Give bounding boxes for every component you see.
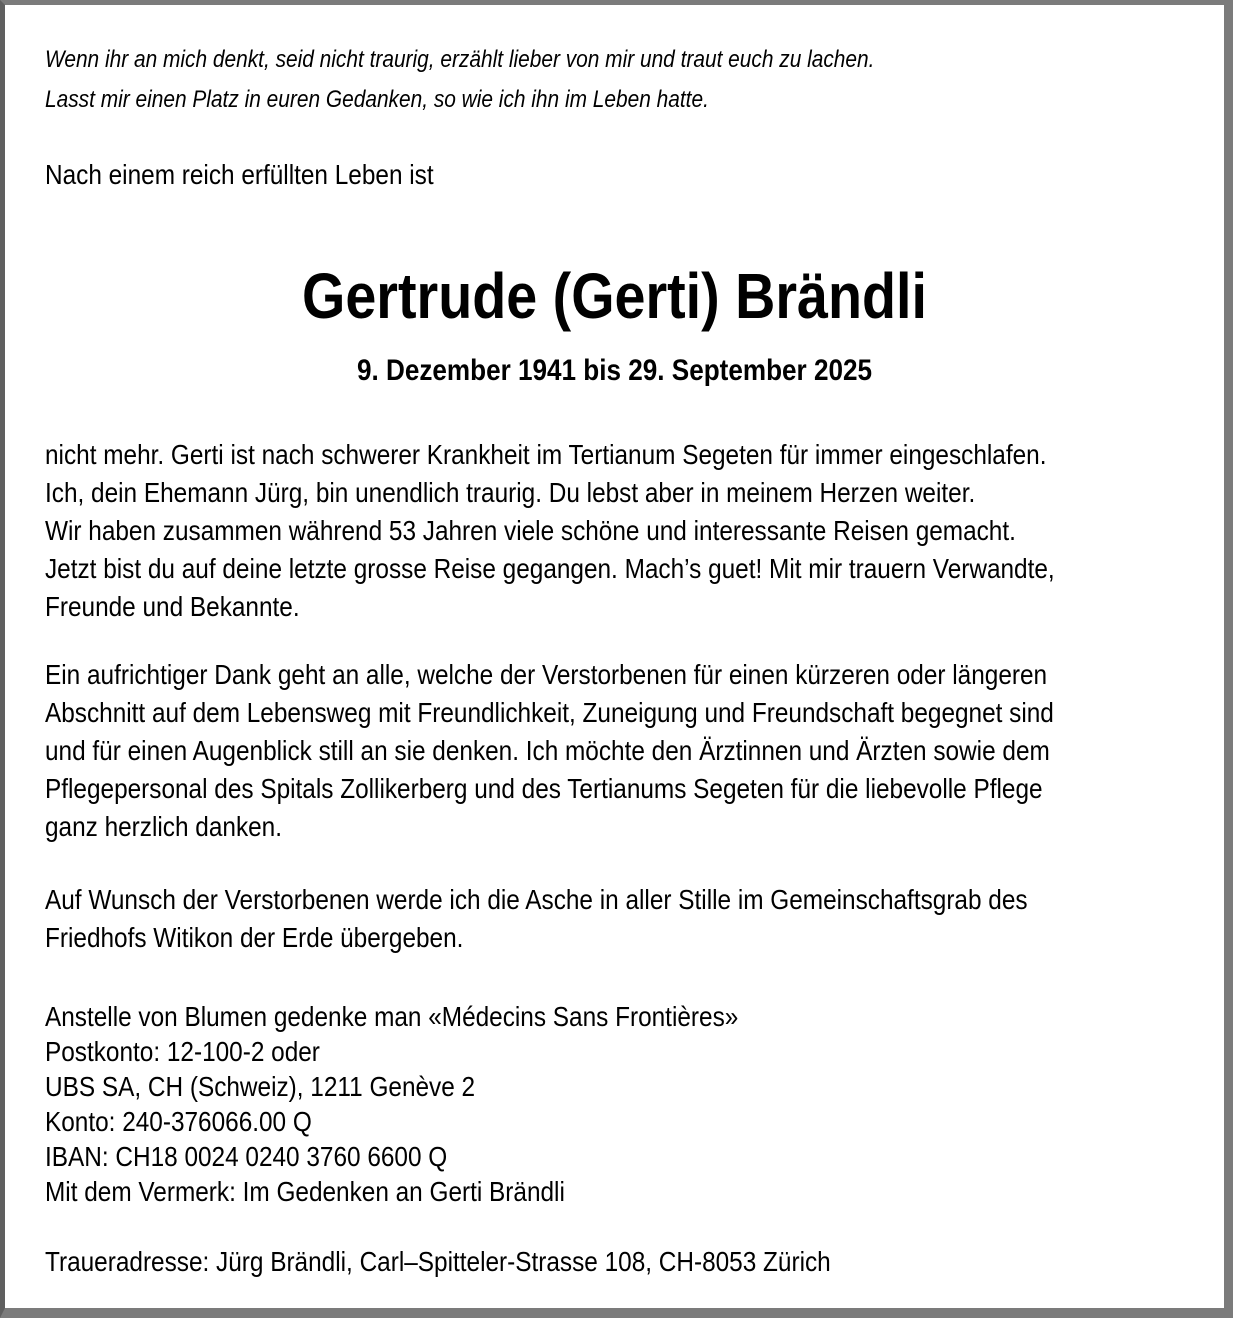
intro-line: Nach einem reich erfüllten Leben ist xyxy=(45,159,434,190)
thanks-paragraph xyxy=(45,656,1184,846)
burial-paragraph xyxy=(45,881,1184,957)
paragraph-line: nicht mehr. Gerti ist nach schwerer Krankheit im Tertianum Segeten für immer eingeschlafen. xyxy=(45,439,1047,470)
paragraph-line: Jetzt bist du auf deine letzte grosse Reise gegangen. Mach’s guet! Mit mir trauern Verwandte, xyxy=(45,553,1055,584)
paragraph-line: Wir haben zusammen während 53 Jahren viele schöne und interessante Reisen gemacht. xyxy=(45,515,1016,546)
paragraph-line: Friedhofs Witikon der Erde übergeben. xyxy=(45,922,464,953)
donation-line: UBS SA, CH (Schweiz), 1211 Genève 2 xyxy=(45,1071,476,1102)
paragraph-line: Pflegepersonal des Spitals Zollikerberg und des Tertianums Segeten für die liebevolle Pflege xyxy=(45,773,1043,804)
paragraph-line: ganz herzlich danken. xyxy=(45,811,282,842)
paragraph-line: Auf Wunsch der Verstorbenen werde ich die Asche in aller Stille im Gemeinschaftsgrab des xyxy=(45,884,1028,915)
deceased-name: Gertrude (Gerti) Brändli xyxy=(302,260,927,332)
donation-line: Anstelle von Blumen gedenke man «Médecins Sans Frontières» xyxy=(45,1001,739,1032)
donation-line: Mit dem Vermerk: Im Gedenken an Gerti Brändli xyxy=(45,1176,565,1207)
paragraph-line: Ich, dein Ehemann Jürg, bin unendlich traurig. Du lebst aber in meinem Herzen weiter. xyxy=(45,477,976,508)
mourning-address: Traueradresse: Jürg Brändli, Carl–Spitteler-Strasse 108, CH-8053 Zürich xyxy=(45,1246,831,1277)
epigraph xyxy=(45,40,1184,120)
paragraph-line: Abschnitt auf dem Lebensweg mit Freundlichkeit, Zuneigung und Freundschaft begegnet sind xyxy=(45,697,1054,728)
paragraph-line: Ein aufrichtiger Dank geht an alle, welche der Verstorbenen für einen kürzeren oder längeren xyxy=(45,659,1048,690)
death-notice-paragraph xyxy=(45,436,1184,626)
donation-info xyxy=(45,999,1184,1209)
paragraph-line: Freunde und Bekannte. xyxy=(45,591,300,622)
epigraph-line: Wenn ihr an mich denkt, seid nicht traurig, erzählt lieber von mir und traut euch zu lachen. xyxy=(45,46,875,73)
donation-line: Postkonto: 12-100-2 oder xyxy=(45,1036,320,1067)
epigraph-line: Lasst mir einen Platz in euren Gedanken, so wie ich ihn im Leben hatte. xyxy=(45,86,709,113)
donation-line: Konto: 240-376066.00 Q xyxy=(45,1106,312,1137)
life-dates: 9. Dezember 1941 bis 29. September 2025 xyxy=(356,354,873,387)
donation-line: IBAN: CH18 0024 0240 3760 6600 Q xyxy=(45,1141,448,1172)
paragraph-line: und für einen Augenblick still an sie denken. Ich möchte den Ärztinnen und Ärzten sowie dem xyxy=(45,735,1050,766)
